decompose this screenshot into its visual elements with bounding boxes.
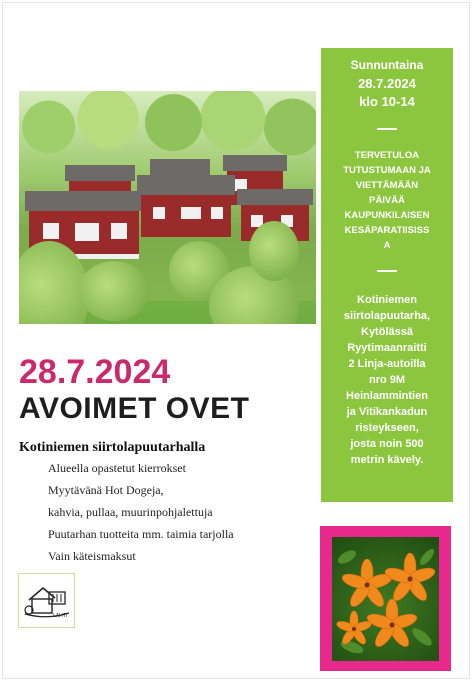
welcome-line: TERVETULOA (354, 150, 420, 161)
logo-text: LAHTI (53, 613, 68, 619)
list-item: Alueella opastetut kierrokset (48, 461, 186, 475)
garden-house-logo (18, 573, 75, 628)
direction-line: Kotiniemen (357, 294, 417, 306)
orange-lily-photo (332, 537, 439, 661)
flower-photo-frame (320, 526, 451, 671)
sidebar-day: Sunnuntaina (350, 58, 424, 72)
direction-line: 2 Linja-autoilla (348, 358, 426, 370)
direction-line: risteykseen, (355, 422, 419, 434)
divider (377, 270, 397, 272)
program-list (48, 461, 234, 571)
direction-line: Kytölässä (361, 326, 413, 338)
welcome-line: VIETTÄMÄÄN (355, 180, 419, 191)
directions-text (327, 292, 447, 468)
bush (79, 261, 149, 321)
direction-line: Ryytimaanraitti (347, 342, 427, 354)
direction-line: Heinlammintien (346, 390, 428, 402)
bush (249, 221, 299, 281)
house (141, 193, 231, 237)
venue-heading: Kotiniemen siirtolapuutarhalla (19, 440, 206, 455)
list-item: Myytävänä Hot Dogeja, (48, 483, 164, 497)
info-sidebar (321, 48, 453, 502)
direction-line: siirtolapuutarha, (343, 310, 431, 322)
event-title-heading: AVOIMET OVET (19, 392, 250, 425)
welcome-line: A (383, 240, 391, 251)
welcome-line: KAUPUNKILAISEN (344, 210, 430, 221)
welcome-line: KESÄPARATIISISS (344, 225, 430, 236)
divider (377, 128, 397, 130)
direction-line: nro 9M (368, 374, 406, 386)
garden-houses-photo (19, 91, 316, 324)
sidebar-time: klo 10-14 (359, 94, 415, 109)
lily-flowers-icon (332, 537, 439, 661)
sidebar-date: 28.7.2024 (358, 76, 416, 91)
direction-line: josta noin 500 (350, 438, 424, 450)
list-item: Puutarhan tuotteita mm. taimia tarjolla (48, 527, 234, 541)
welcome-line: TUTUSTUMAAN JA (343, 165, 431, 176)
list-item: Vain käteismaksut (48, 549, 136, 563)
list-item: kahvia, pullaa, muurinpohjalettuja (48, 505, 213, 519)
welcome-text (329, 148, 445, 253)
direction-line: metrin kävely. (350, 454, 424, 466)
direction-line: ja Vitikankadun (346, 406, 428, 418)
welcome-line: PÄIVÄÄ (369, 195, 405, 206)
event-date-heading: 28.7.2024 (19, 353, 171, 391)
